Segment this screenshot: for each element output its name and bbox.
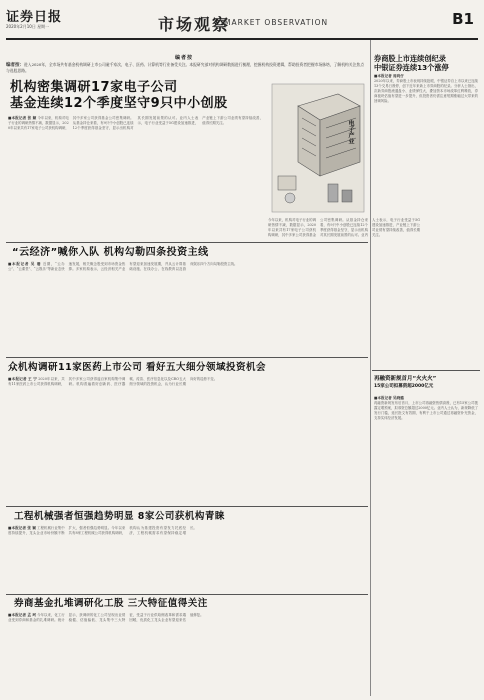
editor-note-title: 编者按 <box>175 55 194 61</box>
editor-note-text: 进入2020年，全市场共有基金机构调研上市公司逾千家次，电子、医药、计算机等行业备受关注。本报研究部对机构调研数据进行梳理，挖掘机构投资逻辑，帮助投资者把握市场脉络，了解机构关注焦点与选股思路。 <box>6 62 364 74</box>
article-4-body <box>8 526 368 592</box>
divider-3 <box>6 506 368 507</box>
article-3-headline: 众机构调研11家医药上市公司 看好五大细分领域投资机会 <box>8 362 267 373</box>
article-4-text: 工程机械行业集中度持续提升，龙头企业市场份额不断扩大，强者恒强趋势明显。今年以来共有8家工程机械公司获得机构调研，机构认为基建投资有望发力托底经济，工程机械需求有望保持稳定增长。 <box>8 526 197 535</box>
paper-name: 证券日报 <box>6 10 63 25</box>
article-1-text: 今年以来，机构对电子行业的调研热情不减，数据显示，2020年以来共有17家电子公司获机构调研，其中多家公司获得基金公司密集调研。从基金持仓来看，有9只中小创股已连续12个季度获得基金坚守，显示出机构对其长期发展前景的认可。业内人士表示，电子行业受益于5G建设加速推进，产业链上下游公司业绩有望持续改善，值得长期关注。 <box>8 116 263 130</box>
article-4-headline: 工程机械强者恒强趋势明显 8家公司获机构青睐 <box>14 511 225 522</box>
right-story-2-headline-line-2: 15家公司拟募资超2000亿元 <box>374 384 434 389</box>
right-story-2-byline: ■本报记者 吴晓璐 <box>374 396 404 400</box>
illustration-label: 电子产业 <box>347 120 354 144</box>
right-story-2-headline <box>374 376 436 390</box>
article-1-body <box>8 116 263 232</box>
article-1-headline-line-1: 机构密集调研17家电子公司 <box>10 80 178 95</box>
right-story-2-body <box>374 396 478 694</box>
article-1-headline <box>10 80 228 112</box>
right-story-1-body <box>374 74 478 368</box>
article-3-text: 2020年以来，共有11家医药上市公司获得机构调研，其中多家公司获得逾百家机构集中调研。机构普遍看好创新药、医疗器械、疫苗、医疗信息化以及CRO五大细分领域的投资机会，认为行业长期向好的趋势不变。 <box>8 377 218 386</box>
article-3-byline: ■本报记者 王 宁 <box>8 377 37 381</box>
article-2-headline: “云经济”喊你入队 机构勾勒四条投资主线 <box>12 247 209 258</box>
right-story-2-headline-line-1: 再融资新规首月“火火火” <box>374 376 437 382</box>
article-1-byline: ■本报记者 张 颖 <box>8 116 37 120</box>
article-2-text: 近期，“云办公”、“云课堂”、“云娱乐”等新业态快速发展，相关概念股受到市场资金热捧。多家机构表示，云经济相关产业有望迎来加速发展期，并从云计算基础设施、在线办公、在线教育以及游戏娱乐四个方向勾勒投资主线。 <box>8 262 238 271</box>
editor-note-label: 编者按： <box>6 63 24 68</box>
divider-4 <box>6 594 368 595</box>
article-5-byline: ■本报记者 孟 珂 <box>8 613 36 617</box>
divider-1 <box>6 242 368 243</box>
article-5-body <box>8 613 368 695</box>
right-story-1-text: 2020年以来，券商股上市表现持续抢眼，中银证券自上市以来已连续13个交易日涨停，创下近年来新上市券商股的纪录。分析人士指出，次新券商股流通盘小、业绩弹性大，叠加资本市场改革红利释放，券商板块估值有望进一步提升，但投资者仍需注意短期涨幅过大带来的回调风险。 <box>374 79 478 103</box>
column-separator <box>370 40 371 696</box>
right-story-2-text: 再融资新规发布后首月，上市公司再融资热情高涨，已有15家公司披露定增预案，拟募资总额超过2000亿元。业内人士认为，新规降低了发行门槛，延长批文有效期，有利于上市公司通过再融资补充资金，支持实体经济发展。 <box>374 401 478 420</box>
article-1-headline-line-2: 基金连续12个季度坚守9只中小创股 <box>10 96 228 111</box>
article-1-body-continued <box>268 218 420 238</box>
page-number: B1 <box>452 10 474 28</box>
masthead <box>6 4 478 40</box>
section-title: 市场观察 <box>158 15 231 34</box>
article-5-headline: 券商基金扎堆调研化工股 三大特征值得关注 <box>14 598 208 609</box>
right-story-1-headline <box>374 54 449 72</box>
article-2-byline: ■本报记者 吴 珊 <box>8 262 42 266</box>
article-1-text-continued: 今年以来，机构对电子行业的调研热情不减，数据显示，2020年以来共有17家电子公司获机构调研，其中多家公司获得基金公司密集调研。从基金持仓来看，有9只中小创股已连续12个季度获得基金坚守，显示出机构对其长期发展前景的认可。业内人士表示，电子行业受益于5G建设加速推进，产业链上下游公司业绩有望持续改善，值得长期关注。 <box>268 218 420 237</box>
electronics-illustration <box>268 66 368 216</box>
right-divider <box>372 370 480 371</box>
section-title-en: MARKET OBSERVATION <box>224 18 329 27</box>
right-story-1-headline-line-1: 券商股上市连续创纪录 <box>374 54 446 63</box>
right-column <box>372 40 480 696</box>
issue-date: 2020年2月10日 星期一 <box>6 24 50 29</box>
right-story-1-byline: ■本报记者 周尚仔 <box>374 74 404 78</box>
article-5-text: 今年以来，化工行业受到券商和基金的扎堆调研。统计显示，获调研的化工公司呈现出业绩稳健、估值偏低、龙头集中三大特征，受益于行业供给侧改革和需求端回暖，优质化工龙头企业有望迎来估值修复。 <box>8 613 204 622</box>
article-3-body <box>8 377 368 503</box>
divider-2 <box>6 357 368 358</box>
article-4-byline: ■本报记者 张 颖 <box>8 526 36 530</box>
right-story-1-headline-line-2: 中银证券连续13个涨停 <box>374 63 449 72</box>
article-2-body <box>8 262 368 354</box>
